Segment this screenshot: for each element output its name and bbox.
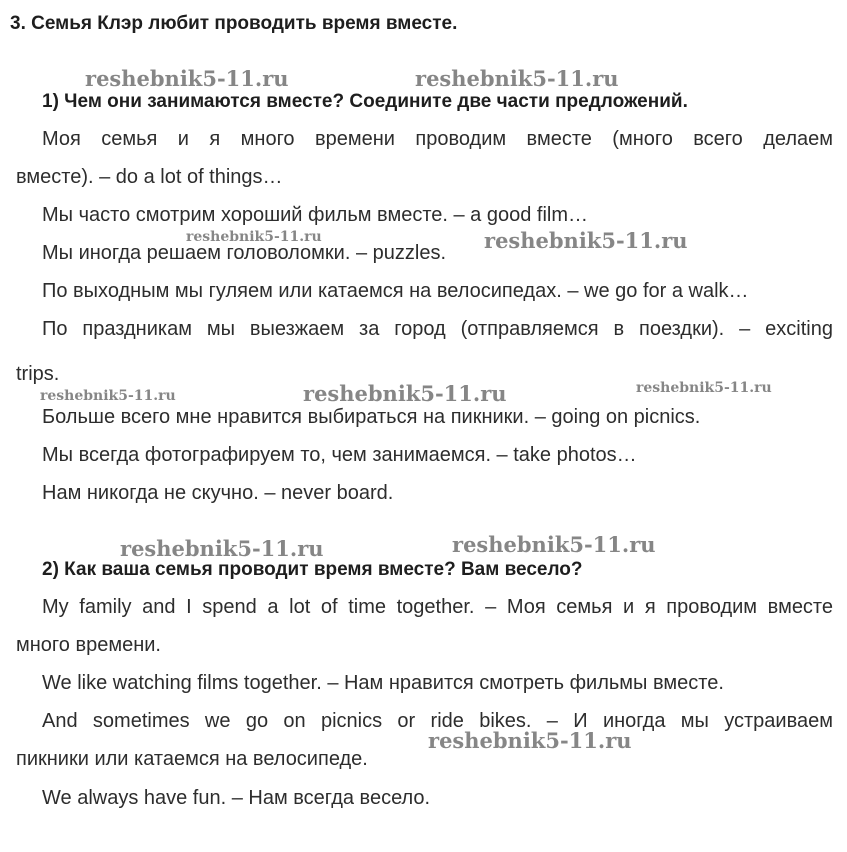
part2-line: много времени. <box>16 634 161 656</box>
part1-line: По праздникам мы выезжаем за город (отправляемся в поездки). – exciting <box>42 318 833 340</box>
part1-line: Больше всего мне нравится выбираться на пикники. – going on picnics. <box>42 406 701 428</box>
part1-line: Моя семья и я много времени проводим вместе (много всего делаем <box>42 128 833 150</box>
part1-line: Нам никогда не скучно. – never board. <box>42 482 394 504</box>
watermark: reshebnik5-11.ru <box>636 380 772 396</box>
watermark: reshebnik5-11.ru <box>415 66 619 91</box>
part1-heading: 1) Чем они занимаются вместе? Соедините две части предложений. <box>42 91 688 112</box>
part2-line: пикники или катаемся на велосипеде. <box>16 748 368 770</box>
watermark: reshebnik5-11.ru <box>120 536 324 561</box>
part1-line: Мы всегда фотографируем то, чем занимаемся. – take photos… <box>42 444 637 466</box>
watermark: reshebnik5-11.ru <box>40 388 176 404</box>
watermark: reshebnik5-11.ru <box>452 532 656 557</box>
watermark: reshebnik5-11.ru <box>85 66 289 91</box>
part1-line: Мы иногда решаем головоломки. – puzzles. <box>42 242 447 264</box>
part2-line: We always have fun. – Нам всегда весело. <box>42 787 431 809</box>
task-title: 3. Семья Клэр любит проводить время вместе. <box>10 13 458 34</box>
part1-line: Мы часто смотрим хороший фильм вместе. – a good film… <box>42 204 589 226</box>
part1-line: По выходным мы гуляем или катаемся на велосипедах. – we go for a walk… <box>42 280 749 302</box>
watermark: reshebnik5-11.ru <box>428 728 632 753</box>
part2-heading: 2) Как ваша семья проводит время вместе? Вам весело? <box>42 559 583 580</box>
part2-line: My family and I spend a lot of time together. – Моя семья и я проводим вместе <box>42 596 833 618</box>
watermark: reshebnik5-11.ru <box>186 229 322 245</box>
part1-line: вместе). – do a lot of things… <box>16 166 283 188</box>
part2-line: And sometimes we go on picnics or ride bikes. – И иногда мы устраиваем <box>42 710 833 732</box>
part1-line: trips. <box>16 363 60 385</box>
watermark: reshebnik5-11.ru <box>303 381 507 406</box>
part2-line: We like watching films together. – Нам нравится смотреть фильмы вместе. <box>42 672 724 694</box>
watermark: reshebnik5-11.ru <box>484 228 688 253</box>
